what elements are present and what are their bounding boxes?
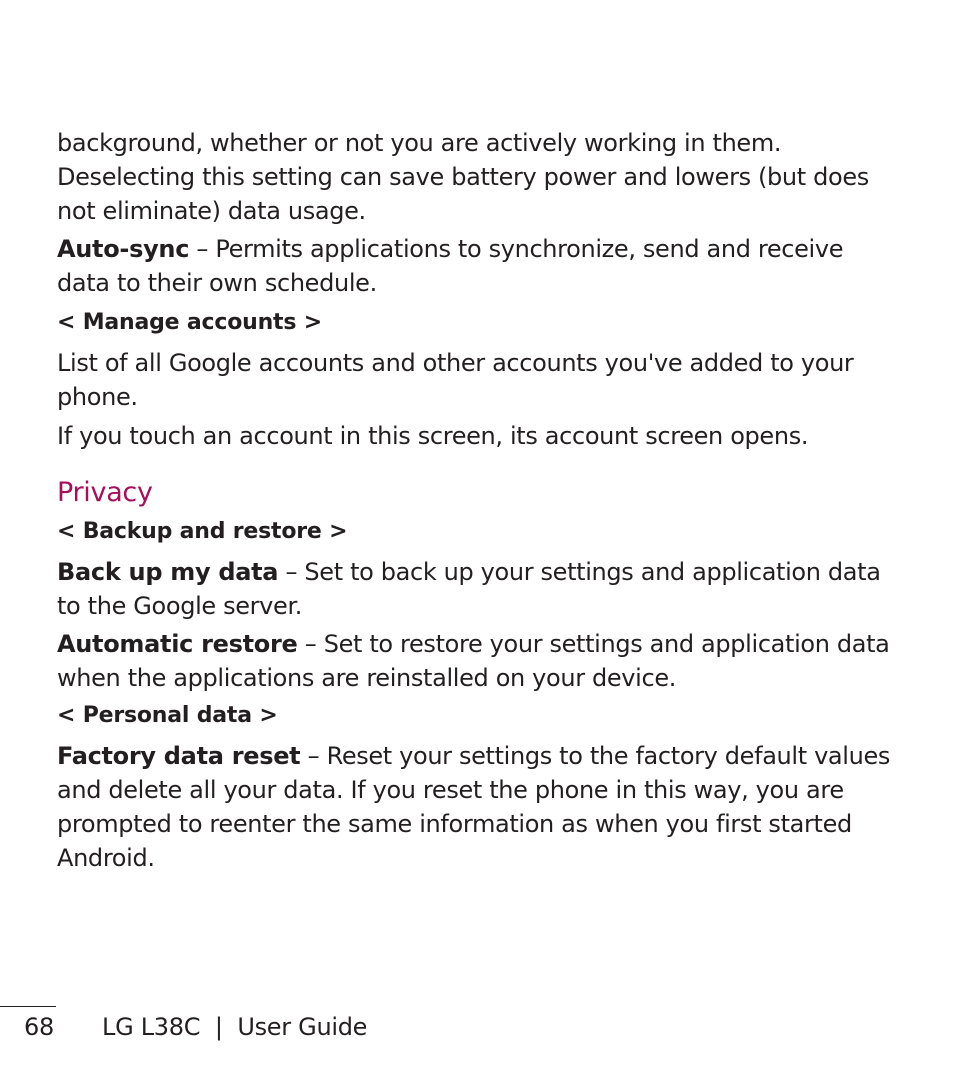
term-auto-sync: Auto-sync <box>57 235 190 263</box>
footer-divider <box>0 1006 56 1007</box>
heading-backup-restore: < Backup and restore > <box>57 519 348 544</box>
automatic-restore-description: – Set to restore your settings and application data when the applications are reinstalled on your device. <box>57 630 890 692</box>
paragraph-auto-sync <box>57 232 902 300</box>
paragraph-back-up-data <box>57 555 902 623</box>
heading-personal-data: < Personal data > <box>57 703 278 728</box>
footer-model: LG L38C <box>102 1013 201 1041</box>
term-automatic-restore: Automatic restore <box>57 630 298 658</box>
footer-separator: | <box>214 1013 223 1041</box>
auto-sync-description: – Permits applications to synchronize, send and receive data to their own schedule. <box>57 235 844 297</box>
manage-accounts-line-1: List of all Google accounts and other accounts you've added to your phone. <box>57 349 854 411</box>
paragraph-automatic-restore <box>57 627 902 695</box>
footer-guide: User Guide <box>237 1013 368 1041</box>
term-factory-data-reset: Factory data reset <box>57 742 301 770</box>
heading-manage-accounts: < Manage accounts > <box>57 310 322 335</box>
footer-document-title <box>102 1012 367 1042</box>
back-up-description: – Set to back up your settings and application data to the Google server. <box>57 558 881 620</box>
manage-accounts-line-2: If you touch an account in this screen, its account screen opens. <box>57 422 809 450</box>
manual-body <box>57 126 902 875</box>
paragraph-background-data: background, whether or not you are actively working in them. Deselecting this setting can save battery power and lowers (but does not eliminate) data usage. <box>57 129 869 225</box>
term-back-up-my-data: Back up my data <box>57 558 279 586</box>
paragraph-factory-reset <box>57 739 902 875</box>
section-title-privacy: Privacy <box>57 477 153 508</box>
factory-reset-description: – Reset your settings to the factory default values and delete all your data. If you reset the phone in this way, you are prompted to reenter the same information as when you first started Android. <box>57 742 891 872</box>
page-number: 68 <box>24 1013 54 1041</box>
